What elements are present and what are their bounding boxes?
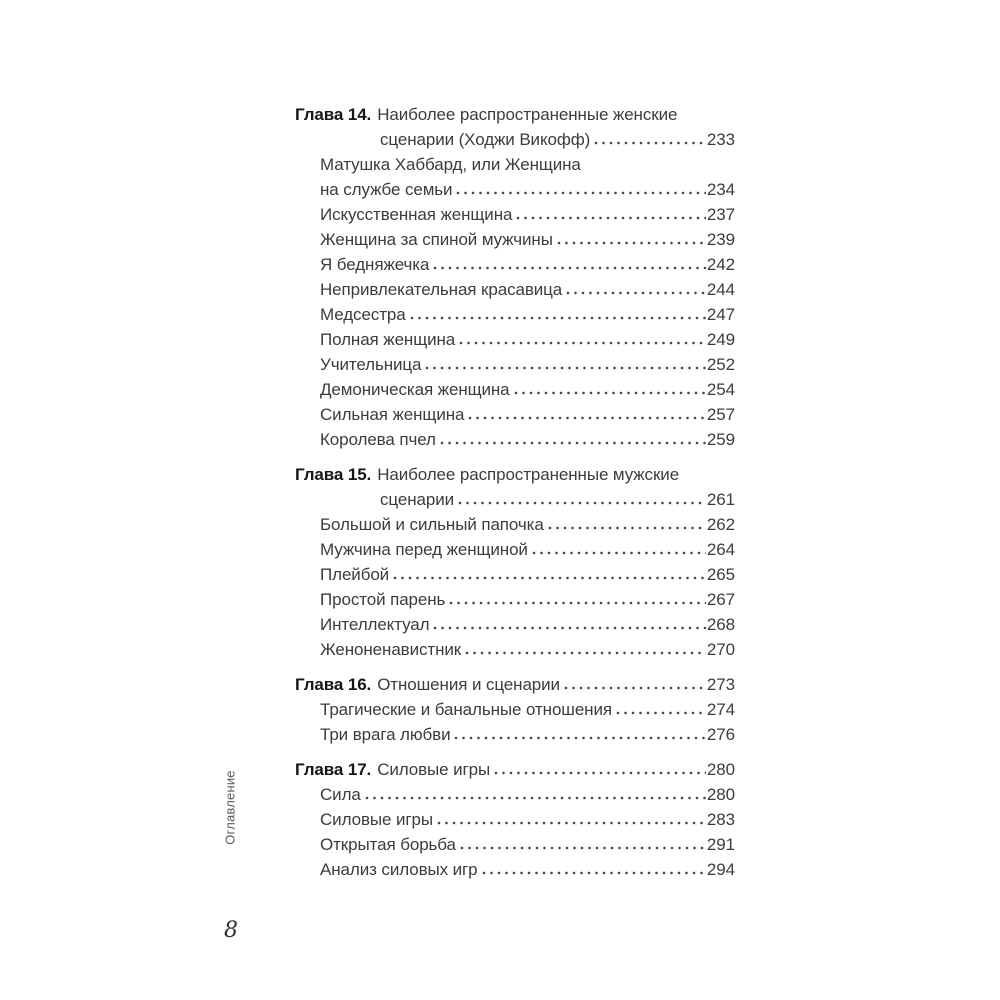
- entry-title: Три врага любви: [320, 725, 451, 744]
- toc-entry-line: [295, 512, 735, 537]
- entry-page-number: 259: [706, 430, 735, 449]
- toc-entry-line: [295, 832, 735, 857]
- toc-item-entry: [295, 697, 735, 722]
- dot-leader: [468, 416, 706, 420]
- toc-entry-line: [295, 127, 735, 152]
- toc-entry-line: [295, 252, 735, 277]
- entry-title: Королева пчел: [320, 430, 436, 449]
- dot-leader: [557, 241, 706, 245]
- entry-title: Наиболее распространенные мужские: [377, 465, 680, 484]
- toc-chapter-entry: [295, 102, 735, 152]
- entry-page-number: 268: [706, 615, 735, 634]
- dot-leader: [449, 601, 706, 605]
- entry-title: Полная женщина: [320, 330, 456, 349]
- toc-item-entry: [295, 587, 735, 612]
- entry-page-number: 249: [706, 330, 735, 349]
- entry-title: Сильная женщина: [320, 405, 465, 424]
- dot-leader: [433, 266, 706, 270]
- toc-entry-line: [295, 202, 735, 227]
- toc-item-entry: [295, 277, 735, 302]
- toc-entry-line: [295, 587, 735, 612]
- toc-item-entry: [295, 722, 735, 747]
- entry-page-number: 267: [706, 590, 735, 609]
- page-number: 8: [224, 918, 238, 943]
- toc-item-entry: [295, 612, 735, 637]
- dot-leader: [494, 771, 706, 775]
- entry-page-number: 257: [706, 405, 735, 424]
- dot-leader: [564, 686, 706, 690]
- chapter-label: Глава 14.: [295, 105, 372, 124]
- chapter-label: Глава 15.: [295, 465, 372, 484]
- entry-page-number: 280: [706, 760, 735, 779]
- toc-entry-line: [295, 722, 735, 747]
- entry-title: Демоническая женщина: [320, 380, 510, 399]
- entry-page-number: 265: [706, 565, 735, 584]
- entry-page-number: 270: [706, 640, 735, 659]
- dot-leader: [514, 391, 706, 395]
- toc-entry-line: [295, 562, 735, 587]
- toc-item-entry: [295, 427, 735, 452]
- entry-page-number: 233: [706, 130, 735, 149]
- toc-chapter-entry: [295, 757, 735, 782]
- toc-item-entry: [295, 377, 735, 402]
- entry-title: на службе семьи: [320, 180, 453, 199]
- entry-title: Непривлекательная красавица: [320, 280, 563, 299]
- toc-entry-line: [295, 487, 735, 512]
- entry-title: Анализ силовых игр: [320, 860, 478, 879]
- toc-item-entry: [295, 562, 735, 587]
- entry-title: Я бедняжечка: [320, 255, 430, 274]
- toc-entry-line: [295, 757, 735, 782]
- toc-item-entry: [295, 352, 735, 377]
- entry-page-number: 262: [706, 515, 735, 534]
- entry-page-number: 247: [706, 305, 735, 324]
- toc-item-entry: [295, 782, 735, 807]
- toc-entry-line: [295, 697, 735, 722]
- dot-leader: [532, 551, 706, 555]
- toc-entry-line: [295, 227, 735, 252]
- entry-title: Силовые игры: [377, 760, 491, 779]
- dot-leader: [410, 316, 706, 320]
- entry-page-number: 254: [706, 380, 735, 399]
- entry-page-number: 239: [706, 230, 735, 249]
- entry-title: Силовые игры: [320, 810, 433, 829]
- toc-item-entry: [295, 327, 735, 352]
- toc-chapter-entry: [295, 672, 735, 697]
- entry-page-number: 273: [706, 675, 735, 694]
- dot-leader: [594, 141, 706, 145]
- entry-page-number: 264: [706, 540, 735, 559]
- dot-leader: [393, 576, 706, 580]
- toc-entry-line: [295, 537, 735, 562]
- entry-page-number: 237: [706, 205, 735, 224]
- entry-title: сценарии (Ходжи Викофф): [380, 130, 591, 149]
- entry-title: сценарии: [380, 490, 454, 509]
- toc-entry-line: [295, 857, 735, 882]
- toc-entry-line: [295, 462, 735, 487]
- entry-page-number: 280: [706, 785, 735, 804]
- dot-leader: [459, 341, 706, 345]
- dot-leader: [566, 291, 706, 295]
- toc-chapter-entry: [295, 462, 735, 512]
- toc-item-entry: [295, 402, 735, 427]
- entry-page-number: 283: [706, 810, 735, 829]
- toc-entry-line: [295, 782, 735, 807]
- toc-entry-line: [295, 302, 735, 327]
- dot-leader: [548, 526, 706, 530]
- toc-entry-line: [295, 152, 735, 177]
- entry-page-number: 291: [706, 835, 735, 854]
- toc-item-entry: [295, 152, 735, 202]
- toc-item-entry: [295, 807, 735, 832]
- toc-entry-line: [295, 352, 735, 377]
- entry-page-number: 274: [706, 700, 735, 719]
- dot-leader: [437, 821, 706, 825]
- entry-page-number: 276: [706, 725, 735, 744]
- entry-title: Матушка Хаббард, или Женщина: [320, 155, 581, 174]
- entry-page-number: 234: [706, 180, 735, 199]
- toc-item-entry: [295, 202, 735, 227]
- toc-entry-line: [295, 177, 735, 202]
- toc-item-entry: [295, 227, 735, 252]
- dot-leader: [433, 626, 705, 630]
- toc-entry-line: [295, 637, 735, 662]
- toc-item-entry: [295, 302, 735, 327]
- toc-entry-line: [295, 807, 735, 832]
- toc-entry-line: [295, 327, 735, 352]
- toc-entry-line: [295, 427, 735, 452]
- entry-page-number: 294: [706, 860, 735, 879]
- entry-title: Женщина за спиной мужчины: [320, 230, 553, 249]
- entry-title: Плейбой: [320, 565, 390, 584]
- entry-title: Медсестра: [320, 305, 406, 324]
- entry-title: Женоненавистник: [320, 640, 462, 659]
- toc-entry-line: [295, 672, 735, 697]
- entry-page-number: 252: [706, 355, 735, 374]
- dot-leader: [425, 366, 706, 370]
- toc-entry-line: [295, 402, 735, 427]
- entry-title: Искусственная женщина: [320, 205, 513, 224]
- dot-leader: [365, 796, 706, 800]
- entry-title: Интеллектуал: [320, 615, 430, 634]
- entry-page-number: 244: [706, 280, 735, 299]
- chapter-label: Глава 16.: [295, 675, 372, 694]
- entry-title: Сила: [320, 785, 361, 804]
- dot-leader: [456, 191, 705, 195]
- dot-leader: [440, 441, 706, 445]
- toc-item-entry: [295, 512, 735, 537]
- dot-leader: [460, 846, 706, 850]
- entry-title: Мужчина перед женщиной: [320, 540, 528, 559]
- entry-page-number: 242: [706, 255, 735, 274]
- margin-running-title: Оглавление: [222, 770, 238, 845]
- entry-title: Отношения и сценарии: [377, 675, 560, 694]
- entry-title: Простой парень: [320, 590, 446, 609]
- dot-leader: [482, 871, 706, 875]
- dot-leader: [458, 501, 706, 505]
- entry-title: Учительница: [320, 355, 422, 374]
- toc-item-entry: [295, 857, 735, 882]
- toc-item-entry: [295, 637, 735, 662]
- entry-page-number: 261: [706, 490, 735, 509]
- toc-entry-line: [295, 102, 735, 127]
- entry-title: Открытая борьба: [320, 835, 456, 854]
- dot-leader: [454, 736, 705, 740]
- dot-leader: [465, 651, 706, 655]
- dot-leader: [616, 711, 706, 715]
- toc-entry-line: [295, 612, 735, 637]
- toc-item-entry: [295, 252, 735, 277]
- toc-entry-line: [295, 277, 735, 302]
- toc-entry-line: [295, 377, 735, 402]
- entry-title: Большой и сильный папочка: [320, 515, 544, 534]
- entry-title: Трагические и банальные отношения: [320, 700, 612, 719]
- toc-list: [295, 102, 735, 882]
- toc-item-entry: [295, 832, 735, 857]
- dot-leader: [516, 216, 706, 220]
- entry-title: Наиболее распространенные женские: [377, 105, 678, 124]
- toc-item-entry: [295, 537, 735, 562]
- chapter-label: Глава 17.: [295, 760, 372, 779]
